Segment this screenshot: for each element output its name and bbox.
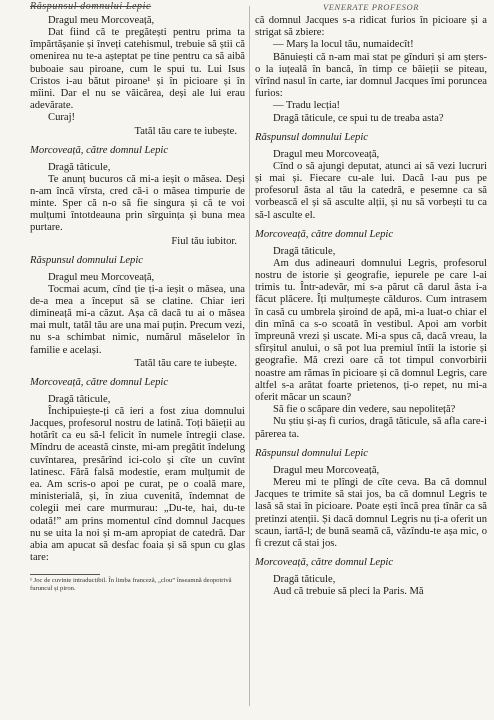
footnote: ¹ Joc de cuvinte intraductibil. În limba franceză, „clou” înseamnă deopotrivă furuncul și piron. xyxy=(30,576,232,592)
letter-heading: Morcoveață, către domnul Lepic xyxy=(255,557,394,569)
left-column xyxy=(30,2,245,716)
column-divider xyxy=(249,6,250,706)
paragraph: Cînd o să ajungi deputat, atunci ai să vezi lucruri și mai și. Fiecare cu-ale lui. Dacă l-au pus pe profesorul ăsta al tău la catedră, e pesemne ca să vorbească el și să asculte alții, și nu să vorbești tu ca să-l asculte el. xyxy=(255,160,487,221)
right-column-body xyxy=(255,15,487,598)
paragraph: Mereu mi te plîngi de cîte ceva. Ba că domnul Jacques te trimite să stai jos, ba că domnul Legris te lasă să stai în picioare. Poate ești încă prea tînăr ca să pretinzi atenții. Și dacă domnul Legris nu ți-a oferit un scaun, iartă-l; de bună seamă că, văzîndu-te așa mic, o fi crezut că stai jos. xyxy=(255,476,487,549)
letter-heading: Răspunsul domnului Lepic xyxy=(255,131,368,143)
footnote-rule xyxy=(30,574,100,575)
running-head-left: Răspunsul domnului Lepic xyxy=(30,2,152,12)
paragraph: Să fie o scăpare din vedere, sau nepoliteță? xyxy=(273,404,456,416)
salutation: Dragă tăticule, xyxy=(273,245,336,257)
left-column-body xyxy=(30,15,245,565)
letter-heading: Răspunsul domnului Lepic xyxy=(255,447,368,459)
letter-heading: Morcoveață, către domnul Lepic xyxy=(30,144,169,156)
salutation: Dragul meu Morcoveață, xyxy=(48,271,155,283)
paragraph: Tocmai acum, cînd ție ți-a ieșit o măsea, una de-a mea a început să se clatine. Chiar ieri dimineață mi-a căzut. Așa că dacă tu ai o măsea mai mult, tatăl tău are una mai puțin. Precum vezi, nu s-a schimbat nimic, numărul măselelor în familie e același. xyxy=(30,283,245,356)
paragraph: Închipuiește-ți că ieri a fost ziua domnului Jacques, profesorul nostru de latină. Toți băieții au hotărît ca eu să-l felicit în numele întregii clase. Mîndru de această cinste, mi-am pregătit îndelung cuvîntarea, presărînd ici-colo și cîte un cuvînt latinesc. Fără falsă modestie, eram mulțumit de ea. Am scris-o apoi pe curat, pe o coală mare, ministerială, și, în ziua cuvenită, îndemnat de colegii mei care murmurau: „Du-te, hai, du-te odată!” am prins momentul cînd domnul Jacques nu se uita la noi și m-am apropiat de catedră. Dar abia am apucat să desfac foaia și să spun cu glas tare: xyxy=(30,405,245,564)
salutation: Dragă tăticule, xyxy=(48,161,111,173)
paragraph: Te anunț bucuros că mi-a ieșit o măsea. Deși n-am încă vîrsta, cred că-i o măsea timpurie de minte. Sper că n-o să fie singura și că te voi mulțumi întotdeauna prin sîrguința și buna mea purtare. xyxy=(30,173,245,234)
running-head-right: VENERATE PROFESOR xyxy=(322,2,420,12)
letter-heading: Răspunsul domnului Lepic xyxy=(30,254,143,266)
letter-signature: Tatăl tău care te iubește. xyxy=(134,357,237,369)
salutation: Dragul meu Morcoveață, xyxy=(273,464,380,476)
letter-signature: Tatăl tău care te iubește. xyxy=(134,125,237,137)
letter-heading: Morcoveață, către domnul Lepic xyxy=(30,376,169,388)
salutation: Dragă tăticule, xyxy=(273,574,336,586)
paragraph: că domnul Jacques s-a ridicat furios în picioare și a strigat să zbiere: xyxy=(255,15,487,39)
paragraph: Am dus adineauri domnului Legris, profesorul nostru de istorie și geografie, iepurele pe care l-ai trimis tu. Într-adevăr, mi s-a părut că darul ăsta i-a făcut plăcere. Îți mulțumește călduros. Cum intrasem în casă cu umbrela șiroind de apă, mi-a luat-o chiar el din mînă ca s-o scoată în vestibul. Apoi am vorbit împreună vrezi și uscate. Mi-a spus că, dacă vreau, la sfîrșitul anului, o să pot lua premiul întîi la istorie și geografie. Mă crezi oare că tot timpul convorbirii noastre am rămas în picioare și că domnul Legris, care altfel s-a arătat foarte prietenos, ți-o repet, nu mi-a oferit măcar un scaun? xyxy=(255,257,487,404)
paragraph: — Tradu lecția! xyxy=(273,100,341,112)
salutation: Dragul meu Morcoveață, xyxy=(48,15,155,26)
right-column xyxy=(255,2,487,716)
paragraph: Aud că trebuie să pleci la Paris. Mă xyxy=(273,586,424,598)
letter-heading: Morcoveață, către domnul Lepic xyxy=(255,228,394,240)
paragraph: Curaj! xyxy=(48,112,76,124)
paragraph: Bănuiești că n-am mai stat pe gînduri și am șters-o la iuțeală în bancă, în timp ce băieții se piteau, vîrînd nasul în carte, iar domnul Jacques îmi poruncea furios: xyxy=(255,51,487,100)
paragraph: Nu știu și-aș fi curios, dragă tăticule, să afla care-i părerea ta. xyxy=(255,416,487,440)
salutation: Dragă tăticule, xyxy=(48,393,111,405)
salutation: Dragul meu Morcoveață, xyxy=(273,148,380,160)
letter-signature: Fiul tău iubitor. xyxy=(171,235,237,247)
paragraph: Dat fiind că te pregătești pentru prima ta împărtășanie și înveți catehismul, trebuie să știi că omenirea nu te-a așteptat pe tine pentru ca să aibă buboaie sau piroane, cum le spui tu. Lui Isus Cristos i-au bătut piroane¹ și în picioare și în mîini. Dar el nu se văicărea, deși ale lui erau adevărate. xyxy=(30,27,245,112)
paragraph: — Marș la locul tău, numaidecît! xyxy=(273,39,414,51)
paragraph: Dragă tăticule, ce spui tu de treaba asta? xyxy=(273,112,444,124)
